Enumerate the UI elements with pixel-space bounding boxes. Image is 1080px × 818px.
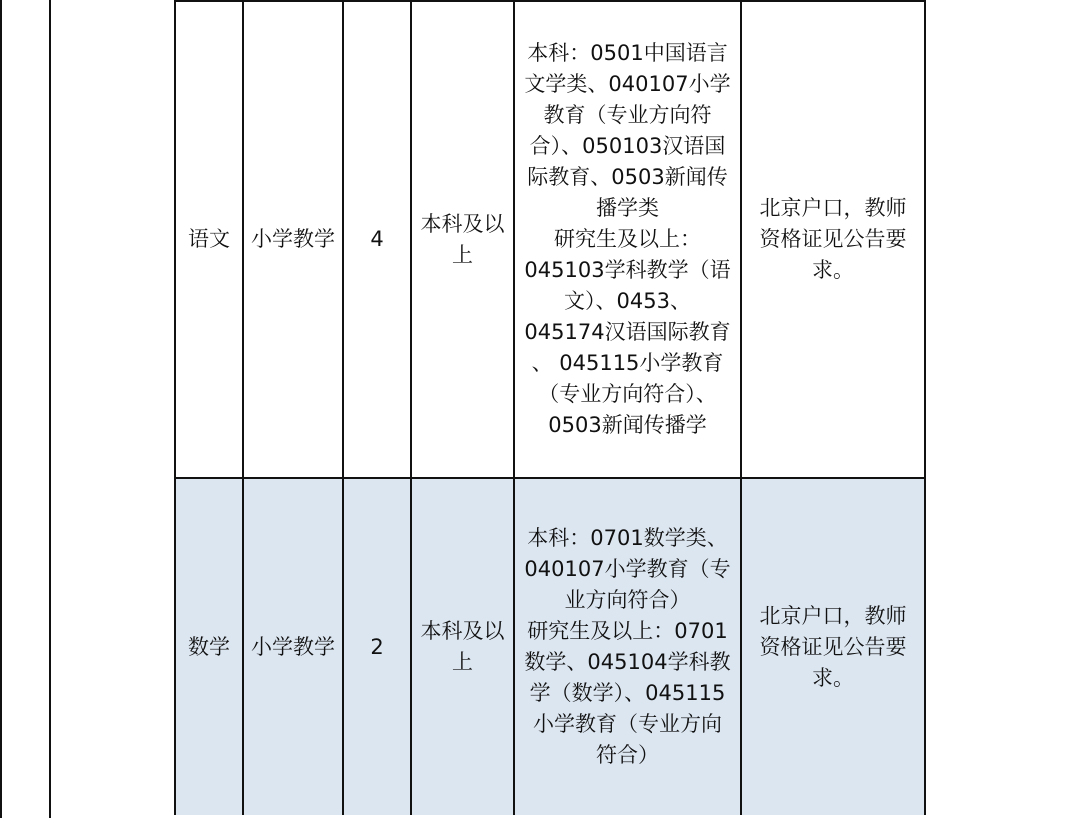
- headcount-cell: 2: [343, 478, 411, 815]
- requirement-line: 资格证见公告要: [759, 227, 907, 251]
- education-cell: [411, 478, 514, 815]
- major-line: 040107小学教育（专: [524, 557, 731, 581]
- major-line: 本科：0501中国语言: [527, 41, 728, 65]
- table-row-math: [175, 478, 925, 815]
- major-line: 0503新闻传播学: [548, 413, 707, 437]
- requirement-line: 北京户口，教师: [759, 603, 907, 628]
- major-line: 合）、050103汉语国: [529, 134, 726, 158]
- education-line: 本科及以: [420, 211, 505, 236]
- major-line: （专业方向符合）、: [538, 382, 717, 406]
- major-line: 播学类: [596, 196, 659, 220]
- major-cell: [514, 1, 741, 478]
- major-line: 研究生及以上：0701: [527, 619, 728, 643]
- subject-cell: 数学: [175, 478, 243, 815]
- table-row-chinese: [175, 1, 925, 478]
- education-line: 本科及以: [420, 619, 505, 643]
- major-line: 教育（专业方向符: [543, 103, 712, 127]
- requirement-line: 资格证见公告要: [759, 634, 907, 659]
- major-line: 045174汉语国际教育: [524, 320, 731, 344]
- headcount-cell: 4: [343, 1, 411, 478]
- subject-cell: 语文: [175, 1, 243, 478]
- requirement-line: 北京户口，教师: [759, 196, 907, 220]
- major-line: 、 045115小学教育: [531, 351, 724, 375]
- requirement-line: 求。: [812, 665, 854, 690]
- major-line: 数学、045104学科教: [524, 650, 731, 674]
- requirement-cell: [741, 478, 925, 815]
- major-cell: [514, 478, 741, 815]
- major-line: 业方向符合）: [564, 588, 691, 612]
- major-line: 文学类、040107小学: [524, 72, 731, 96]
- education-cell: [411, 1, 514, 478]
- major-line: 045103学科教学（语: [524, 258, 731, 282]
- position-table: [174, 0, 926, 815]
- major-line: 研究生及以上：: [554, 227, 701, 251]
- major-line: 符合）: [596, 743, 659, 767]
- left-border-line: [0, 0, 2, 818]
- merged-column-border-line: [49, 0, 51, 818]
- major-line: 文）、0453、: [564, 289, 691, 313]
- major-line: 本科：0701数学类、: [527, 526, 728, 550]
- major-line: 际教育、0503新闻传: [527, 165, 728, 189]
- education-line: 上: [452, 242, 473, 267]
- education-line: 上: [452, 650, 473, 674]
- post-type-cell: 小学教学: [243, 1, 343, 478]
- post-type-cell: 小学教学: [243, 478, 343, 815]
- major-line: 学（数学）、045115: [529, 681, 726, 705]
- major-line: 小学教育（专业方向: [533, 712, 722, 736]
- requirement-line: 求。: [812, 258, 854, 282]
- requirement-cell: [741, 1, 925, 478]
